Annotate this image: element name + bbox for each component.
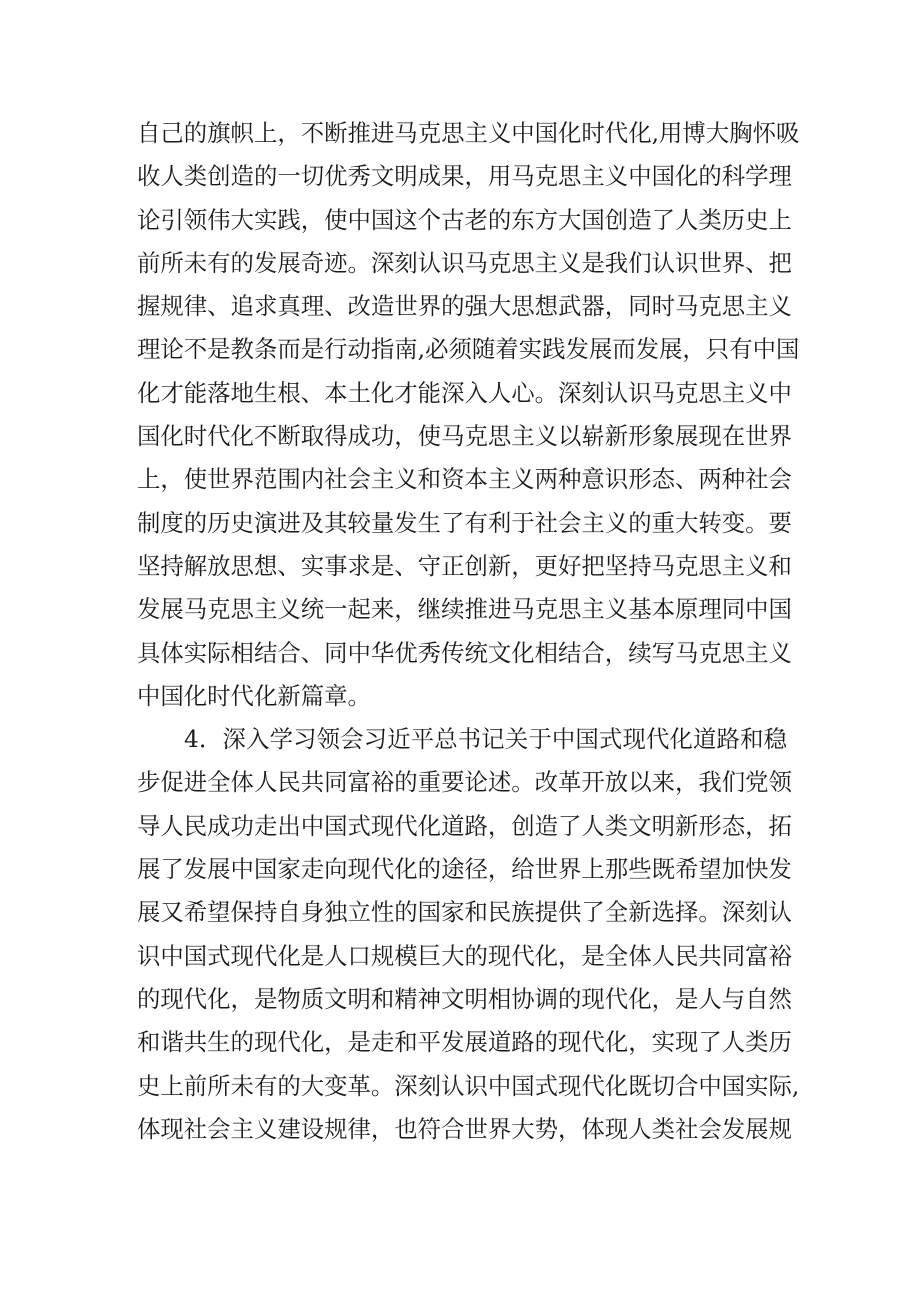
text-line: 识中国式现代化是人口规模巨大的现代化，是全体人民共同富裕 bbox=[137, 941, 792, 970]
text-line: 自己的旗帜上，不断推进马克思主义中国化时代化,用博大胸怀吸 bbox=[137, 119, 800, 147]
paragraph-1 bbox=[137, 112, 800, 718]
text-line: 收人类创造的一切优秀文明成果，用马克思主义中国化的科学理 bbox=[137, 162, 792, 191]
document-body bbox=[137, 112, 800, 1151]
text-line: 制度的历史演进及其较量发生了有利于社会主义的重大转变。要 bbox=[137, 508, 792, 537]
text-line: 发展马克思主义统一起来，继续推进马克思主义基本原理同中国 bbox=[137, 595, 792, 624]
text-line: 具体实际相结合、同中华优秀传统文化相结合，续写马克思主义 bbox=[137, 638, 792, 667]
text-line: 坚持解放思想、实事求是、守正创新，更好把坚持马克思主义和 bbox=[137, 551, 792, 580]
text-line: 中国化时代化新篇章。 bbox=[137, 681, 371, 710]
text-line: 体现社会主义建设规律，也符合世界大势，体现人类社会发展规 bbox=[137, 1114, 792, 1143]
section-heading-line: 4．深入学习领会习近平总书记关于中国式现代化道路和稳 bbox=[184, 725, 787, 754]
text-line: 理论不是教条而是行动指南,必须随着实践发展而发展，只有中国 bbox=[137, 335, 800, 364]
text-line: 步促进全体人民共同富裕的重要论述。改革开放以来，我们党领 bbox=[137, 768, 792, 797]
text-line: 化才能落地生根、本土化才能深入人心。深刻认识马克思主义中 bbox=[137, 378, 792, 407]
text-line: 国化时代化不断取得成功，使马克思主义以崭新形象展现在世界 bbox=[137, 422, 792, 451]
text-line: 展了发展中国家走向现代化的途径，给世界上那些既希望加快发 bbox=[137, 855, 792, 884]
text-line: 和谐共生的现代化，是走和平发展道路的现代化，实现了人类历 bbox=[137, 1028, 792, 1057]
text-line: 史上前所未有的大变革。深刻认识中国式现代化既切合中国实际, bbox=[137, 1071, 800, 1100]
text-line: 展又希望保持自身独立性的国家和民族提供了全新选择。深刻认 bbox=[137, 898, 792, 927]
text-line: 的现代化，是物质文明和精神文明相协调的现代化，是人与自然 bbox=[137, 984, 792, 1013]
text-line: 前所未有的发展奇迹。深刻认识马克思主义是我们认识世界、把 bbox=[137, 248, 792, 277]
text-line: 上，使世界范围内社会主义和资本主义两种意识形态、两种社会 bbox=[137, 465, 792, 494]
text-line: 握规律、追求真理、改造世界的强大思想武器，同时马克思主义 bbox=[137, 292, 792, 321]
paragraph-2 bbox=[137, 718, 800, 1151]
text-line: 论引领伟大实践，使中国这个古老的东方大国创造了人类历史上 bbox=[137, 205, 792, 234]
text-line: 导人民成功走出中国式现代化道路，创造了人类文明新形态，拓 bbox=[137, 811, 792, 840]
